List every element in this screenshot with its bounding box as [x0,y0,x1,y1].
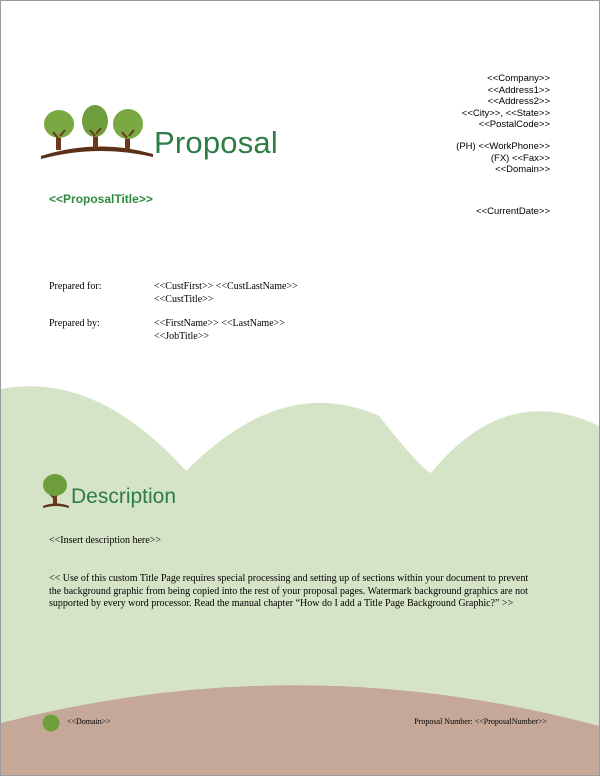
address-line: <<PostalCode>> [478,119,550,130]
phone-line: (PH) <<WorkPhone>> [456,141,550,152]
proposal-title: <<ProposalTitle>> [49,192,153,206]
prepared-by-label: Prepared by: [49,318,100,329]
current-date: <<CurrentDate>> [476,206,550,217]
author-title: <<JobTitle>> [154,330,209,342]
address-line: <<Address2>> [487,96,550,107]
customer-name: <<CustFirst>> <<CustLastName>> [154,281,298,292]
company-contact [456,141,550,176]
logo-wordmark: Proposal [154,125,278,160]
company-address [462,73,550,131]
green-dot-icon [42,714,60,732]
domain-line: <<Domain>> [495,164,550,175]
description-placeholder: <<Insert description here>> [49,535,161,546]
address-line: <<City>>, <<State>> [461,107,550,119]
description-body: << Use of this custom Title Page requires special processing and setting up of sections within your document to prevent the background graphic from being copied into the rest of your proposal pages. Watermark background graphics are not supported by every word processor. Read the manual chapter “How do I add a Title Page Background Graphic?” >> [49,573,529,609]
author-name: <<FirstName>> <<LastName>> [154,318,285,329]
customer-title: <<CustTitle>> [154,293,214,305]
address-line: <<Company>> [487,73,550,84]
single-tree-icon [41,473,71,509]
description-heading: Description [71,485,177,508]
footer-domain: <<Domain>> [67,717,111,726]
footer-proposal-number: Proposal Number: <<ProposalNumber>> [414,717,547,726]
prepared-for-label: Prepared for: [49,281,102,292]
prepared-for-value [154,281,298,306]
three-trees-logo-icon [41,104,153,160]
prepared-by-value [154,318,285,343]
address-line: <<Address1>> [487,84,550,96]
fax-line: (FX) <<Fax>> [490,152,550,164]
